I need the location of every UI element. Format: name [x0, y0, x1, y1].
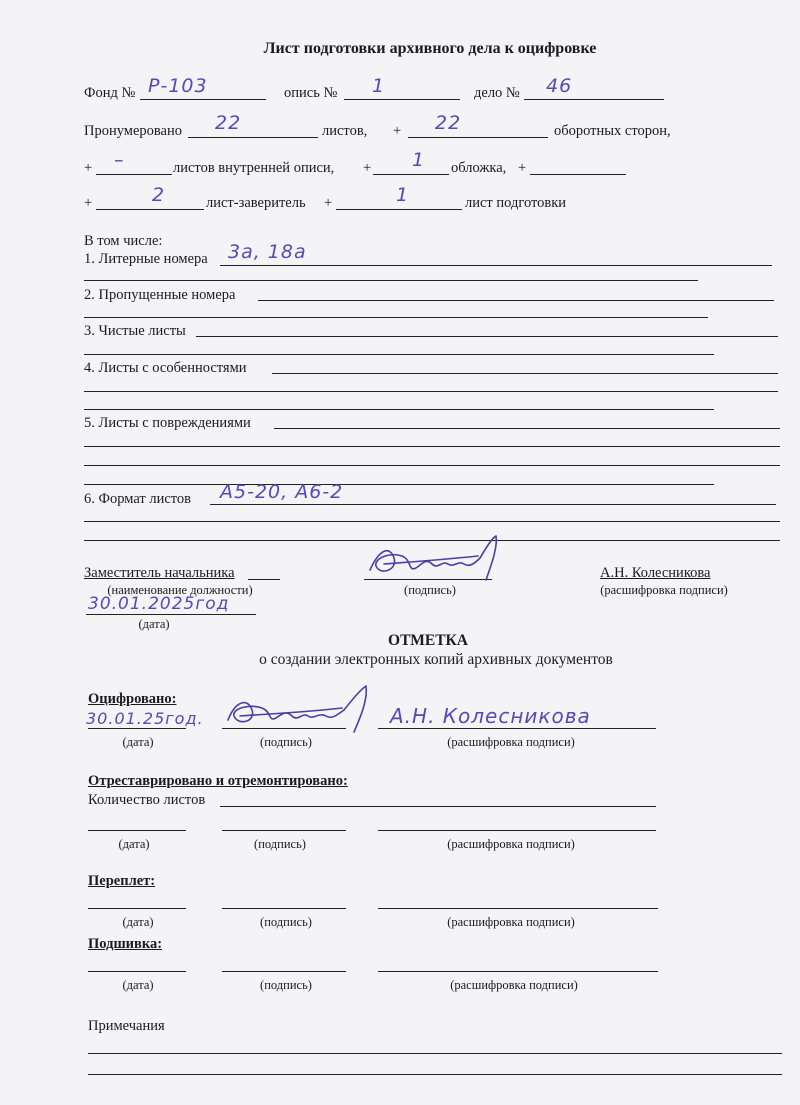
reverse-value: 22 [435, 112, 462, 134]
numbered-value: 22 [215, 112, 242, 134]
literal-value: 3а, 18а [228, 241, 307, 263]
inner-label: листов внутренней описи, [173, 160, 335, 176]
binding-date-line [88, 908, 186, 909]
sheets-label: листов, [322, 123, 368, 139]
digitized-signature [218, 682, 378, 738]
position-title: Заместитель начальника [84, 565, 235, 581]
plus-sign: + [84, 195, 93, 211]
features-label: 4. Листы с особенностями [84, 360, 247, 376]
approval-name: А.Н. Колесникова [600, 565, 711, 581]
digitized-signature-caption: (подпись) [260, 735, 312, 749]
binding-heading: Переплет: [88, 873, 156, 889]
literal-label: 1. Литерные номера [84, 251, 208, 267]
stitching-date-caption: (дата) [122, 978, 154, 992]
restored-name-line [378, 830, 656, 831]
binding-name-line [378, 908, 658, 909]
digitized-name-caption: (расшифровка подписи) [447, 735, 575, 749]
approval-signature [360, 528, 510, 588]
delo-value: 46 [546, 75, 573, 97]
delo-label: дело № [474, 85, 520, 101]
format-value: А5-20, А6-2 [220, 481, 344, 503]
fond-label: Фонд № [84, 85, 136, 101]
missing-line-2 [84, 317, 708, 318]
binding-date-caption: (дата) [122, 915, 154, 929]
restored-date-caption: (дата) [118, 837, 150, 851]
digitized-name-value: А.Н. Колесникова [390, 704, 591, 728]
plus-sign: + [518, 160, 527, 176]
features-line-3 [84, 409, 714, 410]
binding-signature-line [222, 908, 346, 909]
numbered-line [188, 137, 318, 138]
extra-line [530, 174, 626, 175]
delo-line [524, 99, 664, 100]
blank-label: 3. Чистые листы [84, 323, 186, 339]
damaged-line-2 [84, 446, 780, 447]
mark-subtitle: о создании электронных копий архивных документов [259, 651, 613, 668]
page-title: Лист подготовки архивного дела к оцифровке [263, 40, 597, 57]
digitized-date-caption: (дата) [122, 735, 154, 749]
literal-line-2 [84, 280, 698, 281]
approval-signature-caption: (подпись) [404, 583, 456, 597]
fond-line [140, 99, 266, 100]
reverse-label: оборотных сторон, [554, 123, 671, 139]
literal-line [220, 265, 772, 266]
plus-sign: + [393, 123, 402, 139]
stitching-name-line [378, 971, 658, 972]
features-line-2 [84, 391, 778, 392]
stitching-heading: Подшивка: [88, 936, 163, 952]
reverse-line [408, 137, 548, 138]
cover-label: обложка, [451, 160, 507, 176]
format-line [210, 504, 776, 505]
notes-line [88, 1053, 782, 1054]
opis-value: 1 [372, 75, 386, 97]
cert-line [96, 209, 204, 210]
restored-signature-caption: (подпись) [254, 837, 306, 851]
cert-value: 2 [152, 184, 166, 206]
approval-date-line [86, 614, 256, 615]
stitching-date-line [88, 971, 186, 972]
cover-line [373, 174, 449, 175]
stitching-signature-caption: (подпись) [260, 978, 312, 992]
plus-sign: + [363, 160, 372, 176]
restored-heading: Отреставрировано и отремонтировано: [88, 773, 348, 789]
binding-name-caption: (расшифровка подписи) [447, 915, 575, 929]
features-line [272, 373, 778, 374]
damaged-label: 5. Листы с повреждениями [84, 415, 251, 431]
digitized-date-value: 30.01.25год. [86, 709, 204, 728]
mark-title: ОТМЕТКА [388, 632, 468, 649]
cover-value: 1 [412, 149, 426, 171]
opis-line [344, 99, 460, 100]
approval-name-caption: (расшифровка подписи) [600, 583, 728, 597]
format-line-2 [84, 521, 780, 522]
prep-label: лист подготовки [465, 195, 567, 211]
damaged-line-4 [84, 484, 714, 485]
fond-value: Р-103 [148, 75, 208, 97]
restored-signature-line [222, 830, 346, 831]
stitching-signature-line [222, 971, 346, 972]
restored-name-caption: (расшифровка подписи) [447, 837, 575, 851]
missing-label: 2. Пропущенные номера [84, 287, 236, 303]
numbered-label: Пронумеровано [84, 123, 183, 139]
restored-count-label: Количество листов [88, 792, 206, 808]
damaged-line-3 [84, 465, 780, 466]
restored-count-line [220, 806, 656, 807]
stitching-name-caption: (расшифровка подписи) [450, 978, 578, 992]
approval-date-value: 30.01.2025год [88, 594, 230, 614]
prep-value: 1 [396, 184, 410, 206]
position-caption: (наименование должности) [107, 583, 253, 597]
blank-line-2 [84, 354, 714, 355]
details-intro: В том числе: [84, 233, 163, 249]
plus-sign: + [324, 195, 333, 211]
position-line-tail [248, 579, 280, 580]
opis-label: опись № [284, 85, 338, 101]
damaged-line [274, 428, 780, 429]
inner-line [96, 174, 172, 175]
restored-date-line [88, 830, 186, 831]
plus-sign: + [84, 160, 93, 176]
approval-date-caption: (дата) [138, 617, 170, 631]
blank-line [196, 336, 778, 337]
prep-line [336, 209, 462, 210]
missing-line [258, 300, 774, 301]
format-label: 6. Формат листов [84, 491, 192, 507]
notes-label: Примечания [88, 1018, 165, 1034]
digitized-name-line [378, 728, 656, 729]
binding-signature-caption: (подпись) [260, 915, 312, 929]
digitized-heading: Оцифровано: [88, 691, 177, 707]
inner-value: – [114, 149, 125, 171]
digitized-date-line [88, 728, 186, 729]
cert-label: лист-заверитель [206, 195, 306, 211]
notes-line-2 [88, 1074, 782, 1075]
